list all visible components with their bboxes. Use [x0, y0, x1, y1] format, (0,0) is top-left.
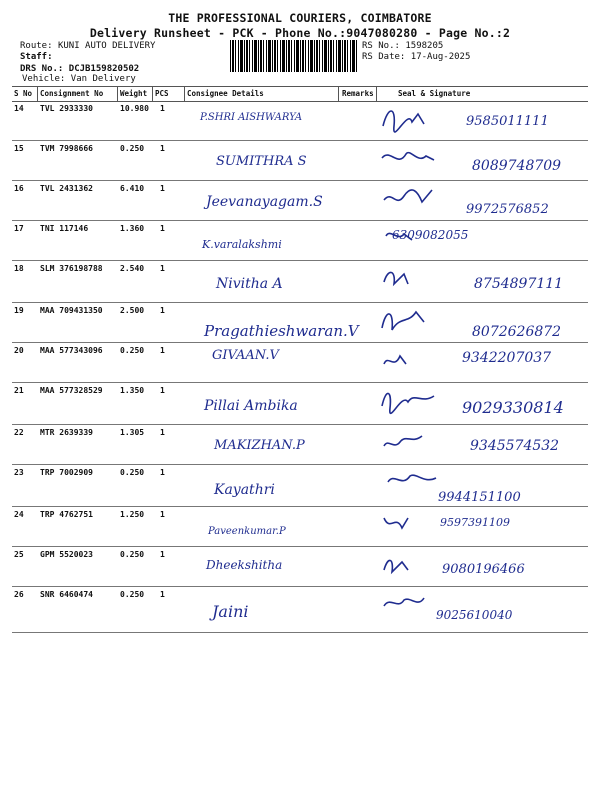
consignee-name: P.SHRI AISHWARYA	[200, 112, 303, 123]
row-weight: 10.980	[120, 104, 149, 113]
row-consignment-no: TVL 2431362	[40, 184, 93, 193]
row-sno: 26	[14, 590, 24, 599]
consignee-name: Nivitha A	[216, 276, 283, 292]
row-consignment-no: MAA 709431350	[40, 306, 103, 315]
row-pcs: 1	[160, 590, 165, 599]
route-label: Route:	[20, 41, 53, 51]
row-pcs: 1	[160, 346, 165, 355]
table-row	[12, 302, 588, 343]
signature-phone: 9342207037	[462, 350, 552, 366]
consignee-name: Paveenkumar.P	[208, 526, 286, 537]
row-consignment-no: TRP 7002909	[40, 468, 93, 477]
signature-scribble	[378, 306, 448, 336]
row-pcs: 1	[160, 468, 165, 477]
row-consignment-no: GPM 5520023	[40, 550, 93, 559]
staff-label: Staff:	[20, 52, 53, 62]
table-row	[12, 586, 588, 633]
row-pcs: 1	[160, 104, 165, 113]
barcode-image	[230, 40, 358, 72]
row-pcs: 1	[160, 306, 165, 315]
row-consignment-no: TVL 2933330	[40, 104, 93, 113]
row-sno: 23	[14, 468, 24, 477]
signature-scribble	[378, 428, 448, 458]
signature-phone: 8072626872	[472, 324, 562, 340]
row-sno: 25	[14, 550, 24, 559]
row-pcs: 1	[160, 264, 165, 273]
row-weight: 0.250	[120, 590, 145, 599]
rs-no-line	[362, 41, 443, 51]
vehicle-label: Vehicle:	[22, 74, 66, 84]
col-signature: Seal & Signature	[398, 89, 471, 98]
row-pcs: 1	[160, 184, 165, 193]
row-pcs: 1	[160, 550, 165, 559]
page-title: THE PROFESSIONAL COURIERS, COIMBATORE	[168, 11, 432, 25]
col-sno: S No	[14, 89, 33, 98]
table-row	[12, 382, 588, 425]
row-weight: 2.540	[120, 264, 145, 273]
signature-scribble	[378, 346, 448, 376]
table-row	[12, 100, 588, 141]
row-sno: 21	[14, 386, 24, 395]
row-weight: 2.500	[120, 306, 145, 315]
route-value: KUNI AUTO DELIVERY	[57, 41, 156, 51]
row-consignment-no: TRP 4762751	[40, 510, 93, 519]
consignee-name: Jaini	[212, 602, 249, 621]
row-consignment-no: SNR 6460474	[40, 590, 93, 599]
row-weight: 6.410	[120, 184, 145, 193]
row-weight: 1.305	[120, 428, 145, 437]
row-pcs: 1	[160, 386, 165, 395]
row-consignment-no: TVM 7998666	[40, 144, 93, 153]
row-weight: 1.350	[120, 386, 145, 395]
consignee-name: GIVAAN.V	[212, 348, 279, 363]
signature-phone: 9597391109	[440, 516, 510, 529]
row-consignment-no: MTR 2639339	[40, 428, 93, 437]
table-row	[12, 464, 588, 507]
table-row	[12, 140, 588, 181]
consignee-name: Pragathieshwaran.V	[204, 322, 359, 340]
row-sno: 24	[14, 510, 24, 519]
signature-phone: 6309082055	[392, 228, 469, 242]
row-sno: 16	[14, 184, 24, 193]
rs-date-value: 17-Aug-2025	[410, 52, 471, 62]
row-weight: 1.360	[120, 224, 145, 233]
signature-scribble	[378, 104, 448, 134]
row-consignment-no: MAA 577328529	[40, 386, 103, 395]
drs-value: DCJB159820502	[68, 64, 140, 74]
consignee-name: K.varalakshmi	[202, 238, 282, 251]
rs-date-line	[362, 52, 470, 62]
table-row	[12, 260, 588, 303]
signature-scribble	[378, 264, 448, 294]
col-weight: Weight	[120, 89, 148, 98]
page-subtitle: Delivery Runsheet - PCK - Phone No.:9047080280 - Page No.:2	[89, 26, 511, 40]
row-consignment-no: MAA 577343096	[40, 346, 103, 355]
row-weight: 1.250	[120, 510, 145, 519]
signature-scribble	[378, 550, 448, 580]
row-weight: 0.250	[120, 144, 145, 153]
consignee-name: MAKIZHAN.P	[214, 438, 305, 453]
table-row	[12, 546, 588, 587]
signature-phone: 9972576852	[466, 202, 549, 217]
vehicle-line	[22, 74, 136, 84]
consignee-name: Pillai Ambika	[204, 398, 298, 414]
rs-no-value: 1598205	[405, 41, 444, 51]
row-consignment-no: TNI 117146	[40, 224, 89, 233]
consignee-name: Jeevanayagam.S	[206, 194, 323, 210]
row-pcs: 1	[160, 428, 165, 437]
table-row	[12, 424, 588, 465]
rs-no-label: RS No.:	[362, 41, 400, 51]
signature-scribble	[378, 184, 448, 214]
col-pcs: PCS	[155, 89, 169, 98]
signature-phone: 9025610040	[436, 608, 513, 622]
route-line	[20, 41, 155, 51]
row-sno: 18	[14, 264, 24, 273]
signature-phone: 8089748709	[472, 158, 562, 174]
row-pcs: 1	[160, 510, 165, 519]
drs-line	[20, 64, 139, 74]
row-sno: 15	[14, 144, 24, 153]
consignee-name: Dheekshitha	[206, 558, 283, 572]
row-sno: 20	[14, 346, 24, 355]
col-consignee: Consignee Details	[187, 89, 264, 98]
col-consignment: Consignment No	[40, 89, 104, 98]
row-consignment-no: SLM 376198788	[40, 264, 103, 273]
signature-scribble	[378, 510, 448, 540]
row-weight: 0.250	[120, 550, 145, 559]
row-weight: 0.250	[120, 346, 145, 355]
signature-phone: 8754897111	[474, 276, 564, 292]
signature-phone: 9029330814	[462, 398, 564, 417]
row-pcs: 1	[160, 224, 165, 233]
col-remarks: Remarks	[342, 89, 374, 98]
signature-scribble	[378, 144, 448, 174]
row-sno: 14	[14, 104, 24, 113]
consignee-name: SUMITHRA S	[216, 154, 307, 169]
signature-phone: 9345574532	[470, 438, 560, 454]
vehicle-value: Van Delivery	[70, 74, 136, 84]
table-row	[12, 342, 588, 383]
table-row	[12, 180, 588, 221]
table-row	[12, 220, 588, 261]
row-weight: 0.250	[120, 468, 145, 477]
row-sno: 17	[14, 224, 24, 233]
signature-phone: 9080196466	[442, 562, 525, 577]
table-row	[12, 506, 588, 547]
signature-phone: 9585011111	[466, 114, 549, 129]
row-sno: 19	[14, 306, 24, 315]
drs-label: DRS No.:	[20, 64, 64, 74]
row-pcs: 1	[160, 144, 165, 153]
row-sno: 22	[14, 428, 24, 437]
consignee-name: Kayathri	[214, 482, 275, 498]
signature-phone: 9944151100	[438, 490, 521, 505]
signature-scribble	[378, 386, 448, 416]
rs-date-label: RS Date:	[362, 52, 406, 62]
